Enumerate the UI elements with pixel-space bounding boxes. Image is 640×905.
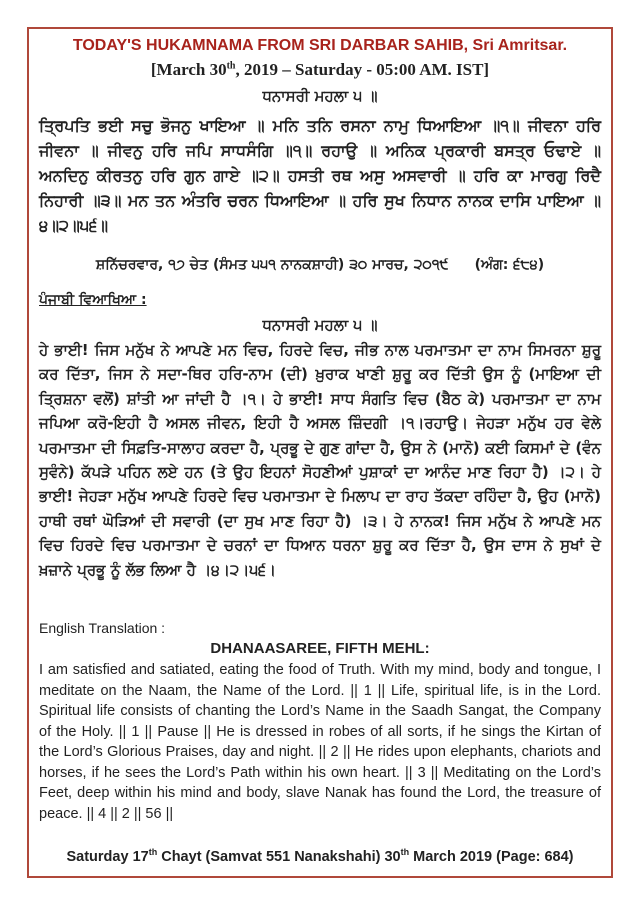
- footer-sup1: th: [148, 847, 158, 857]
- date-open: [March 30: [150, 60, 227, 79]
- ang-number: (ਅੰਗ: ੬੮੪): [474, 257, 545, 273]
- footer-part2: Chayt (Samvat 551 Nanakshahi) 30: [157, 848, 401, 865]
- reference-line: [39, 257, 601, 273]
- english-translation-text: I am satisfied and satiated, eating the food of Truth. With my mind, body and tongue, I meditate on the Naam, the Name of the Lord. || 1 || Life, spiritual life, is in the Lord. Spiritual life consists of chanting the Lord’s Name in the Saadh Sangat, the Company of the Holy. || 1 || Pause || He is dressed in robes of all sorts, if he sings the Kirtan of the Lord’s Glorious Praises, day and night. || 2 || He rides upon elephants, chariots and horses, if he sees the Lord’s Path within his own heart. || 3 || Meditating on the Lord’s Feet, deep within his mind and body, slave Nanak has found the Lord, the treasure of peace. || 4 || 2 || 56 ||: [39, 662, 601, 822]
- footer-part1: Saturday 17: [66, 848, 149, 865]
- date-line: [39, 60, 601, 80]
- english-translation-label: English Translation :: [39, 620, 166, 636]
- footer-date-line: [39, 847, 601, 865]
- punjabi-vyakhya-label: ਪੰਜਾਬੀ ਵਿਆਖਿਆ :: [39, 292, 147, 308]
- footer-sup2: th: [400, 847, 410, 857]
- shabad-text: ਤ੍ਰਿਪਤਿ ਭਈ ਸਚੁ ਭੋਜਨੁ ਖਾਇਆ ॥ ਮਨਿ ਤਨਿ ਰਸਨਾ ਨਾਮੁ ਧਿਆਇਆ ॥੧॥ ਜੀਵਨਾ ਹਰਿ ਜੀਵਨਾ ॥ ਜੀਵਨੁ ਹਰਿ ਜਪਿ ਸਾਧਸੰਗਿ ॥੧॥ ਰਹਾਉ ॥ ਅਨਿਕ ਪ੍ਰਕਾਰੀ ਬਸਤ੍ਰ ਓਢਾਏ ॥ ਅਨਦਿਨੁ ਕੀਰਤਨੁ ਹਰਿ ਗੁਨ ਗਾਏ ॥੨॥ ਹਸਤੀ ਰਥ ਅਸੁ ਅਸਵਾਰੀ ॥ ਹਰਿ ਕਾ ਮਾਰਗੁ ਰਿਦੈ ਨਿਹਾਰੀ ॥੩॥ ਮਨ ਤਨ ਅੰਤਰਿ ਚਰਨ ਧਿਆਇਆ ॥ ਹਰਿ ਸੁਖ ਨਿਧਾਨ ਨਾਨਕ ਦਾਸਿ ਪਾਇਆ ॥੪॥੨॥੫੬॥: [39, 116, 601, 235]
- date-sup: th: [226, 60, 236, 72]
- vyakhya-raag-heading: ਧਨਾਸਰੀ ਮਹਲਾ ੫ ॥: [262, 316, 378, 334]
- shabad-raag-heading: ਧਨਾਸਰੀ ਮਹਲਾ ੫ ॥: [262, 87, 378, 105]
- english-heading: DHANAASAREE, FIFTH MEHL:: [210, 640, 430, 657]
- footer-part3: March 2019 (Page: 684): [409, 848, 574, 865]
- date-rest: , 2019 – Saturday - 05:00 AM. IST]: [235, 60, 490, 79]
- reference-date: ਸ਼ਨਿੱਚਰਵਾਰ, ੧੭ ਚੇਤ (ਸੰਮਤ ੫੫੧ ਨਾਨਕਸ਼ਾਹੀ) ੩੦ ਮਾਰਚ, ੨੦੧੯: [95, 257, 449, 273]
- page-title: TODAY'S HUKAMNAMA FROM SRI DARBAR SAHIB, Sri Amritsar.: [72, 37, 568, 54]
- punjabi-vyakhya-text: ਹੇ ਭਾਈ! ਜਿਸ ਮਨੁੱਖ ਨੇ ਆਪਣੇ ਮਨ ਵਿਚ, ਹਿਰਦੇ ਵਿਚ, ਜੀਭ ਨਾਲ ਪਰਮਾਤਮਾ ਦਾ ਨਾਮ ਸਿਮਰਨਾ ਸ਼ੁਰੂ ਕਰ ਦਿੱਤਾ, ਜਿਸ ਨੇ ਸਦਾ-ਥਿਰ ਹਰਿ-ਨਾਮ (ਦੀ) ਖ਼ੁਰਾਕ ਖਾਣੀ ਸ਼ੁਰੂ ਕਰ ਦਿੱਤੀ ਉਸ ਨੂੰ (ਮਾਇਆ ਦੀ ਤ੍ਰਿਸ਼ਨਾ ਵਲੋਂ) ਸ਼ਾਂਤੀ ਆ ਜਾਂਦੀ ਹੈ ।੧। ਹੇ ਭਾਈ! ਸਾਧ ਸੰਗਤਿ ਵਿਚ (ਬੈਠ ਕੇ) ਪਰਮਾਤਮਾ ਦਾ ਨਾਮ ਜਪਿਆ ਕਰੋ-ਇਹੀ ਹੈ ਅਸਲ ਜੀਵਨ, ਇਹੀ ਹੈ ਅਸਲ ਜ਼ਿੰਦਗੀ ।੧।ਰਹਾਉ। ਜੇਹੜਾ ਮਨੁੱਖ ਹਰ ਵੇਲੇ ਪਰਮਾਤਮਾ ਦੀ ਸਿਫ਼ਤਿ-ਸਾਲਾਹ ਕਰਦਾ ਹੈ, ਪ੍ਰਭੂ ਦੇ ਗੁਣ ਗਾਂਦਾ ਹੈ, ਉਸ ਨੇ (ਮਾਨੋ) ਕਈ ਕਿਸਮਾਂ ਦੇ (ਵੰਨ ਸੁਵੰਨੇ) ਕੱਪੜੇ ਪਹਿਨ ਲਏ ਹਨ (ਤੇ ਉਹ ਇਹਨਾਂ ਸੋਹਣੀਆਂ ਪੁਸ਼ਾਕਾਂ ਦਾ ਆਨੰਦ ਮਾਣ ਰਿਹਾ ਹੈ) ।੨। ਹੇ ਭਾਈ! ਜੇਹੜਾ ਮਨੁੱਖ ਆਪਣੇ ਹਿਰਦੇ ਵਿਚ ਪਰਮਾਤਮਾ ਦੇ ਮਿਲਾਪ ਦਾ ਰਾਹ ਤੱਕਦਾ ਰਹਿੰਦਾ ਹੈ, ਉਹ (ਮਾਨੋ) ਹਾਥੀ ਰਥਾਂ ਘੋੜਿਆਂ ਦੀ ਸਵਾਰੀ (ਦਾ ਸੁਖ ਮਾਣ ਰਿਹਾ ਹੈ) ।੩। ਹੇ ਨਾਨਕ! ਜਿਸ ਮਨੁੱਖ ਨੇ ਆਪਣੇ ਮਨ ਵਿਚ ਹਿਰਦੇ ਵਿਚ ਪਰਮਾਤਮਾ ਦੇ ਚਰਨਾਂ ਦਾ ਧਿਆਨ ਧਰਨਾ ਸ਼ੁਰੂ ਕਰ ਦਿੱਤਾ ਹੈ, ਉਸ ਦਾਸ ਨੇ ਸੁਖਾਂ ਦੇ ਖ਼ਜ਼ਾਨੇ ਪ੍ਰਭੂ ਨੂੰ ਲੱਭ ਲਿਆ ਹੈ ।੪।੨।੫੬।: [39, 341, 601, 579]
